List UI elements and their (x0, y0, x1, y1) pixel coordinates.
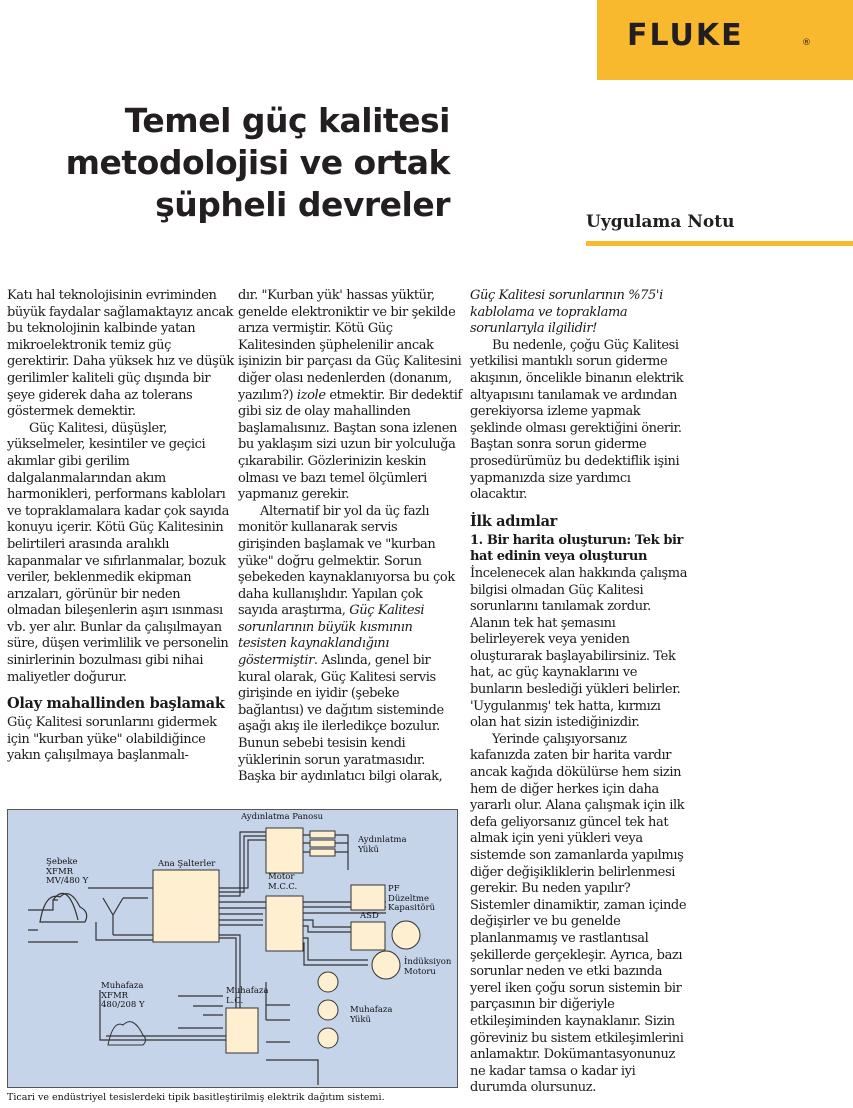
paragraph (238, 288, 462, 504)
title-line: Temel güç kalitesi (124, 101, 450, 140)
outlet-icon (318, 1028, 338, 1048)
enclosure-xfmr-lines (178, 996, 223, 1028)
fluke-logo (597, 0, 853, 80)
step-heading: 1. Bir harita oluşturun: Tek bir hat edinin veya oluşturun (470, 532, 683, 565)
label-lighting-load: Aydınlatma Yükü (358, 835, 407, 855)
feeder-lines (219, 832, 268, 925)
label-enclosure-load: Muhafaza Yükü (350, 1005, 393, 1025)
paragraph: Yerinde çalışıyorsanız kafanızda zaten bir harita vardır ancak kağıda dökülürse hem sizin hem de diğer herkes için daha yararlı olur. Alana çalışmak için ilk defa geliyorsanız güncel tek hat almak için yeni yükleri veya sistemde son zamanlarda yapılmış diğer değişikliklerin belirlenmesi gerekir. Bu neden yapılır? Sistemler dinamiktir, zaman içinde değişirler ve bu genelde planlanmamış ve rastlantısal şekillerde gerçekleşir. Ayrıca, bazı sorunlar neden ve etki bazında yerel iken çoğu sorun sistemin bir parçasının bir diğeriyle etkileşiminden kaynaklanır. Sizin göreviniz bu sistem etkileşimlerini anlamaktır. Dokümantasyonunuz ne kadar tamsa o kadar iyi durumda olursunuz. (470, 731, 687, 1096)
column-3 (470, 288, 688, 1097)
outlet-icon (318, 1000, 338, 1020)
label-main-switchgear: Ana Şalterler (158, 859, 216, 869)
section-heading: İlk adımlar (470, 512, 558, 530)
label-utility-xfmr: Şebeke XFMR MV/480 Y (46, 857, 89, 886)
callout (470, 288, 688, 338)
induction-motor-icon (372, 951, 400, 979)
asd-box (351, 922, 385, 950)
main-switchgear-box (153, 870, 219, 942)
utility-feed-lines (28, 893, 78, 942)
registered-mark: ® (802, 38, 811, 48)
motor-icon (392, 921, 420, 949)
title-line: metodolojisi ve ortak (65, 143, 450, 182)
subtitle-rule (586, 241, 853, 246)
title-line: şüpheli devreler (155, 185, 450, 224)
figure-caption: Ticari ve endüstriyel tesislerdeki tipik basitleştirilmiş elektrik dağıtım sistemi. (7, 1092, 385, 1103)
paragraph: Bu nedenle, çoğu Güç Kalitesi yetkilisi mantıklı sorun giderme akışının, öncelikle binanın elektrik altyapısını tanılamak ve ardından gerekiyorsa izleme yapmak şeklinde olması gerektiğini önerir. Baştan sonra sorun giderme prosedürümüz bu dedektiflik işini yapmanızda size yardımcı olacaktır. (470, 337, 684, 503)
distribution-diagram (7, 809, 458, 1088)
wye-winding-icon (103, 898, 148, 935)
delta-winding-icon (40, 894, 87, 922)
text-run: Alternatif bir yol da üç fazlı monitör kullanarak servis girişinden başlamak ve "kurban yüke" doğru gelmektir. Sorun şebekeden kaynaklanıyorsa bu çok daha kullanışlıdır. Yapılan çok sayıda araştırma, (238, 503, 455, 619)
label-enclosure-xfmr: Muhafaza XFMR 480/208 Y (101, 981, 145, 1010)
lamp-icon (310, 831, 335, 838)
motor-mcc-box (266, 896, 303, 951)
paragraph: Katı hal teknolojisinin evriminden büyük faydalar sağlamaktayız ancak bu teknolojinin kalbinde yatan mikroelektronik temiz güç gerektirir. Daha yüksek hız ve düşük gerilimler kaliteli güç dışında bir şeye giderek daha az tolerans göstermek demektir. (7, 288, 234, 420)
lamp-icon (310, 840, 335, 847)
column-1 (7, 288, 235, 765)
enclosure-lc-box (226, 1008, 258, 1053)
text-run: dır. "Kurban yük' hassas yüktür, genelde elektroniktir ve bir şekilde arıza vermiştir. Kötü Güç Kalitesinden şüphelenilir ancak işinizin bir parçası da Güç Kalitesini diğer olası nedenlerden (donanım, yazılım?) (238, 288, 462, 403)
label-asd: ASD (360, 911, 379, 921)
label-lighting-panel: Aydınlatma Panosu (241, 812, 324, 822)
text-run: . Aslında, genel bir kural olarak, Güç Kalitesi servis girişinde en iyidir (şebeke bağlantısı) ve dağıtım sisteminde aşağı akış ile ilerledikçe bozulur. Bunun sebebi tesisin kendi yüklerinin sorun yaratmasıdır. Başka bir aydınlatıcı bilgi olarak, (238, 653, 444, 785)
label-enclosure-lc: Muhafaza L.C. (226, 986, 269, 1006)
lighting-panel-box (266, 828, 303, 873)
emphasis: izole (296, 387, 326, 403)
pf-capacitor-box (351, 885, 385, 910)
paragraph: İncelenecek alan hakkında çalışma bilgisi olmadan Güç Kalitesi sorunlarını tanılamak zordur. Alanın tek hat şemasını belirleyerek veya yeniden oluşturarak başlayabilirsiniz. Tek hat, ac güç kaynaklarını ve bunların beslediği yükleri belirler. 'Uygulanmış' tek hatta, kırmızı olan hat sizin istediğinizdir. (470, 565, 688, 731)
emphasis: Güç Kalitesi sorunlarının büyük kısmının tesisten kaynaklandığını göstermiştir (238, 603, 425, 669)
paragraph: Güç Kalitesi sorunlarını gidermek için "kurban yüke" olabildiğince yakın çalışılmaya başlanmalı- (7, 715, 217, 764)
document-type-label: Uygulama Notu (586, 212, 735, 232)
delta-winding-icon (108, 1022, 146, 1045)
paragraph: Güç Kalitesi, düşüşler, yükselmeler, kesintiler ve geçici akımlar gibi gerilim dalgalanmalarından akım harmonikleri, performans kabloları ve topraklamalara kadar çok sayıda konuyu içerir. Kötü Güç Kalitesinin belirtileri arasında aralıklı kapanmalar ve sıfırlanmalar, bozuk veriler, beklenmedik ekipman arızaları, görünür bir neden olmadan bileşenlerin aşırı ısınması vb. yer alır. Bunlar da çalışılmayan süre, düşen verimlilik ve personelin sinirlerinin bozulması gibi nihai maliyetler doğurur. (7, 420, 229, 685)
lamp-icon (310, 849, 335, 856)
column-2 (238, 288, 462, 786)
label-pf-capacitor: PF Düzeltme Kapasitörü (388, 884, 436, 913)
section-heading: Olay mahallinden başlamak (7, 695, 225, 713)
outlet-icon (318, 972, 338, 992)
text-run: etmektir. Bir dedektif gibi siz de olay mahallinden başlamalısınız. Baştan sona izlenen bu yaklaşım sizi uzun bir yolculuğa çıkarabilir. Gözlerinizin keskin olması ve bazı temel ölçümleri yapmanız gerekir. (238, 387, 462, 503)
xfmr-to-switchgear (88, 888, 153, 940)
label-induction-motor: İndüksiyon Motoru (404, 957, 452, 977)
enclosure-load-lines (266, 982, 318, 1085)
label-motor-mcc: Motor M.C.C. (268, 872, 298, 892)
paragraph (238, 504, 462, 786)
brand-name: FLUKE (627, 18, 744, 53)
emphasis: Güç Kalitesi sorunlarının %75'i kablolama ve topraklama sorunlarıyla ilgilidir! (470, 288, 663, 337)
page-title (60, 100, 450, 226)
